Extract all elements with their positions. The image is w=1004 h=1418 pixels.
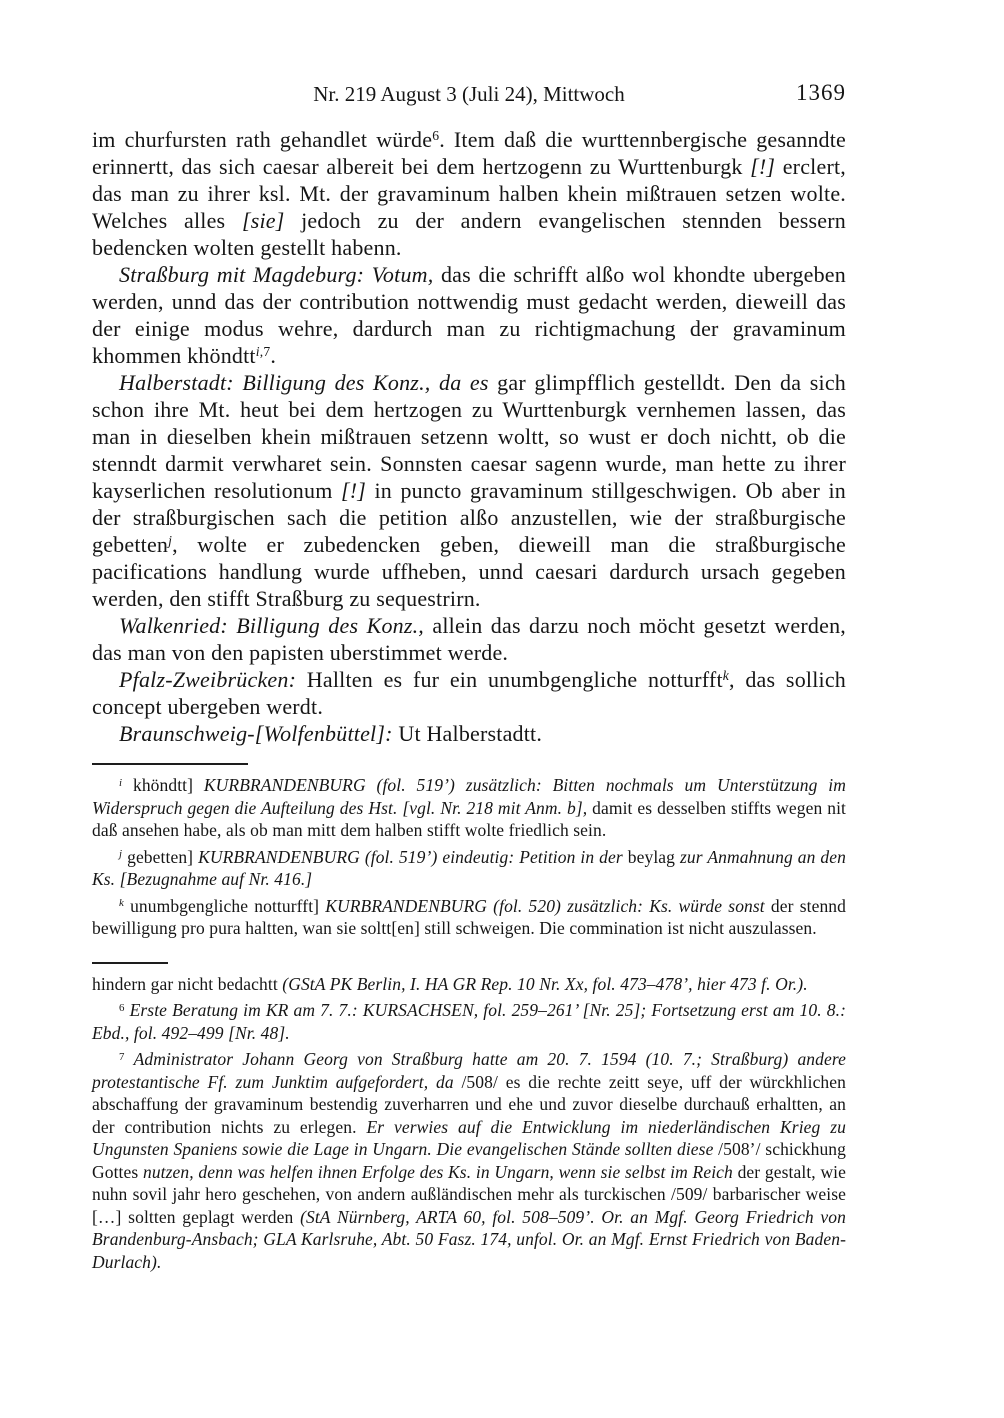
text-segment: KURBRANDENBURG (fol. 520) zusätzlich: Ks. würde sonst	[325, 895, 765, 916]
commentary-note	[92, 999, 846, 1044]
apparatus-separator-rule	[92, 763, 248, 765]
text-segment: Pfalz-Zweibrücken:	[119, 667, 297, 692]
text-segment: [!]	[750, 154, 776, 179]
apparatus-note	[92, 895, 846, 940]
text-segment: (GStA PK Berlin, I. HA GR Rep. 10 Nr. Xx, fol. 473–478’, hier 473 f. Or.).	[282, 973, 808, 994]
text-segment: gar glimpfflich gestelldt. Den da sich schon ihre Mt. heut bei dem hertzogen zu Wurttenburgk vernhemen lassen, das man in dieselben khein mißtrauen setzenn woltt, so wust er doch nichtt, ob die stenndt darmit verwharet sein. Sonnsten caesar sagenn wurde, man hette zu ihrer kayserlichen resolutionum	[92, 370, 846, 503]
apparatus-footnotes	[92, 774, 846, 940]
text-segment: (StA Nürnberg, ARTA 60, fol. 508–509’. Or. an Mgf. Georg Friedrich von Brandenburg-Ansbach; GLA Karlsruhe, Abt. 50 Fasz. 174, unfol. Or. an Mgf. Ernst Friedrich von Baden-Durlach).	[92, 1206, 847, 1272]
text-segment: Erste Beratung im KR am 7. 7.: KURSACHSEN, fol. 259–261’ [Nr. 25]; Fortsetzung erst am 10. 8.: Ebd., fol. 492–499 [Nr. 48].	[92, 1000, 846, 1043]
body-paragraph	[92, 369, 846, 612]
footnote-marker: j	[119, 848, 123, 861]
body-paragraph	[92, 666, 846, 720]
text-segment: Straßburg mit Magdeburg: Votum,	[119, 262, 434, 287]
footnote-marker: ,7	[259, 344, 271, 360]
body-paragraph	[92, 612, 846, 666]
text-segment: hindern gar nicht bedachtt	[92, 973, 283, 994]
text-segment: /508/ es die rechte zeitt seye, uff der würckhlichen abschaffung der gravaminum bestendig zuverharren und ehe und zuvor dieselbe durchauß erhaltten, an der contribution nichts zu erlegen.	[92, 1071, 847, 1137]
text-segment: , wolte er zubedencken geben, dieweill man die straßburgische pacifications handlung wurde uffheben, unnd caesari dardurch ursach gegeben werden, den stifft Straßburg zu sequestrirn.	[92, 532, 846, 611]
text-segment: KURBRANDENBURG (fol. 519’) eindeutig: Petition in der	[198, 846, 623, 867]
text-segment: Braunschweig-[Wolfenbüttel]:	[119, 721, 393, 746]
text-segment: allein das darzu noch möcht gesetzt werden, das man von den papisten uberstimmet werde.	[92, 613, 846, 665]
text-segment: gebetten]	[122, 846, 199, 867]
apparatus-note	[92, 774, 846, 842]
footnote-marker: i	[119, 776, 123, 789]
text-segment: zur Anmahnung an den Ks. [Bezugnahme auf Nr. 416.]	[92, 846, 846, 889]
footnote-marker: k	[119, 897, 124, 910]
text-segment: . Item daß die wurttennbergische gesanndte erinnertt, das sich caesar albereit bei dem hertzogenn zu Wurttenburgk	[92, 127, 846, 179]
footnote-marker: k	[722, 668, 730, 684]
text-segment	[125, 1049, 134, 1069]
text-segment: [sie]	[241, 208, 285, 233]
text-segment: erclert, das man zu ihrer ksl. Mt. der gravaminum halben khein mißtrauen setzen wolte. Welches alles	[92, 154, 846, 233]
page-header	[92, 82, 846, 112]
text-segment: der stennd bewilligung pro pura haltten, wan sie soltt[en] still schweigen. Die commination ist nicht auszulassen.	[92, 895, 846, 938]
text-segment: Er verwies auf die Entwicklung im niederländischen Krieg zu Ungunsten Spaniens sowie die Lage in Ungarn. Die evangelischen Stände sollten diese	[92, 1116, 846, 1159]
footnote-marker: 6	[432, 128, 440, 144]
text-segment: KURBRANDENBURG (fol. 519’) zusätzlich: Bitten nochmals um Unterstützung im Widerspruch gegen die Aufteilung des Hst. [vgl. Nr. 218 mit Anm. b],	[92, 775, 846, 818]
footnote-marker: j	[168, 533, 173, 549]
text-segment: nutzen, denn was helfen ihnen Erfolge des Ks. in Ungarn, wenn sie selbst im Reich	[142, 1161, 738, 1182]
text-segment: der gestalt, wie nuhn sovil jahr hero geschehen, von andern außländischen mehr als turckischen /509/ barbarischer weise […] soltten geplagt werden	[92, 1161, 847, 1227]
commentary-separator-rule	[92, 962, 168, 964]
text-segment: khöndtt]	[122, 775, 204, 795]
text-segment: damit es desselben stiffts wegen nit daß ansehen habe, als ob man mitt dem halben stifft wolte friedlich sein.	[92, 797, 847, 840]
text-column	[92, 82, 846, 1277]
commentary-note	[92, 1048, 846, 1273]
text-segment: Ut Halberstadtt.	[392, 721, 543, 746]
body-text	[92, 126, 846, 747]
footnote-marker: i	[255, 344, 260, 360]
body-paragraph	[92, 126, 846, 261]
text-segment: beylag	[622, 846, 680, 867]
text-segment: in puncto gravaminum stillgeschwigen. Ob aber in der straßburgischen sach die petition alßo anzustellen, wie der straßburgische gebetten	[92, 478, 846, 557]
text-segment: Administrator Johann Georg von Straßburg hatte am 20. 7. 1594 (10. 7.; Straßburg) andere protestantische Ff. zum Junktim aufgefordert, da	[92, 1049, 846, 1092]
commentary-footnotes	[92, 973, 846, 1274]
text-segment: Hallten es fur ein unumbgengliche notturfft	[296, 667, 723, 692]
text-segment: Halberstadt: Billigung des Konz., da es	[119, 370, 489, 395]
text-segment: [!]	[340, 478, 367, 503]
text-segment: Walkenried: Billigung des Konz.,	[119, 613, 425, 638]
body-paragraph	[92, 720, 846, 747]
text-segment: .	[270, 343, 277, 368]
footnote-marker: 6	[119, 1001, 125, 1014]
apparatus-note	[92, 846, 846, 891]
page-number: 1369	[796, 80, 846, 105]
text-segment: , das sollich concept ubergeben werdt.	[92, 667, 846, 719]
running-head: Nr. 219 August 3 (Juli 24), Mittwoch	[313, 82, 625, 106]
footnote-marker: 7	[119, 1050, 125, 1063]
text-segment: das die schrifft alßo wol khondte ubergeben werden, unnd das der contribution nottwendig must gedacht werden, dieweill das der einige modus wehre, dardurch man zu richtigmachung der gravaminum khommen khöndtt	[92, 262, 846, 368]
text-segment: im churfursten rath gehandlet würde	[92, 127, 433, 152]
text-segment: unumbgengliche notturfft]	[123, 895, 326, 916]
text-segment: /508’/ schickhung Gottes	[92, 1139, 846, 1182]
text-segment: jedoch zu der andern evangelischen stennden bessern bedencken wolten gestellt habenn.	[92, 208, 846, 260]
commentary-continuation-note	[92, 973, 846, 996]
body-paragraph	[92, 261, 846, 369]
